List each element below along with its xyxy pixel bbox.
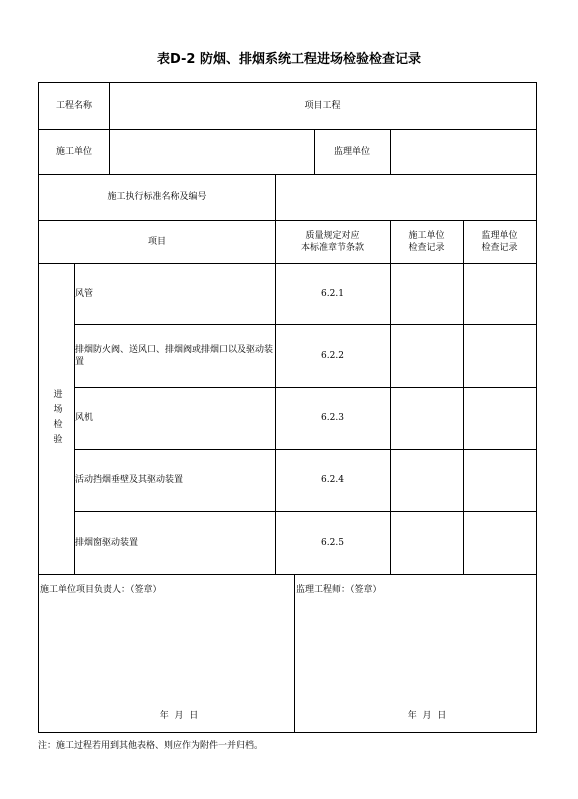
standard-label: 施工执行标准名称及编号	[107, 192, 207, 202]
row-item: 排烟窗驱动装置	[75, 537, 139, 548]
footnote: 注：施工过程若用到其他表格、则应作为附件一并归档。	[38, 741, 264, 751]
row-item: 风机	[75, 413, 94, 423]
date-right: 年 月 日	[407, 711, 447, 721]
construction-record-header: 施工单位 检查记录	[408, 230, 445, 253]
group-label: 进场检验	[51, 388, 62, 449]
construction-manager-signature: 施工单位项目负责人：（签章）	[40, 585, 162, 595]
row-clause: 6.2.3	[321, 413, 344, 423]
row-clause: 6.2.4	[321, 475, 344, 485]
row-clause: 6.2.1	[321, 288, 344, 299]
supervision-unit-label: 监理单位	[333, 146, 370, 157]
row-item: 排烟防火阀、送风口、排烟阀或排烟口以及驱动装置	[75, 344, 274, 367]
row-divider	[39, 574, 536, 575]
inspection-record-table	[38, 82, 537, 733]
row-item: 风管	[75, 288, 94, 299]
item-column-header: 项目	[147, 236, 166, 247]
clause-column-header: 质量规定对应 本标准章节条款	[300, 230, 364, 253]
supervision-record-header: 监理单位 检查记录	[481, 230, 518, 253]
form-title: 表D-2 防烟、排烟系统工程进场检验检查记录	[157, 52, 421, 67]
group-label-cell	[39, 263, 74, 574]
col-divider	[294, 574, 295, 732]
project-name-label: 工程名称	[55, 101, 92, 111]
row-divider	[39, 129, 536, 130]
date-left: 年 月 日	[159, 711, 199, 721]
row-clause: 6.2.5	[321, 537, 344, 548]
row-clause: 6.2.2	[321, 350, 344, 361]
col-divider	[390, 129, 391, 174]
supervision-engineer-signature: 监理工程师：（签章）	[296, 585, 382, 595]
construction-unit-label: 施工单位	[55, 146, 92, 157]
col-divider	[390, 220, 391, 574]
col-divider	[463, 220, 464, 574]
row-item: 活动挡烟垂壁及其驱动装置	[75, 475, 184, 485]
project-name-value: 项目工程	[304, 101, 341, 111]
